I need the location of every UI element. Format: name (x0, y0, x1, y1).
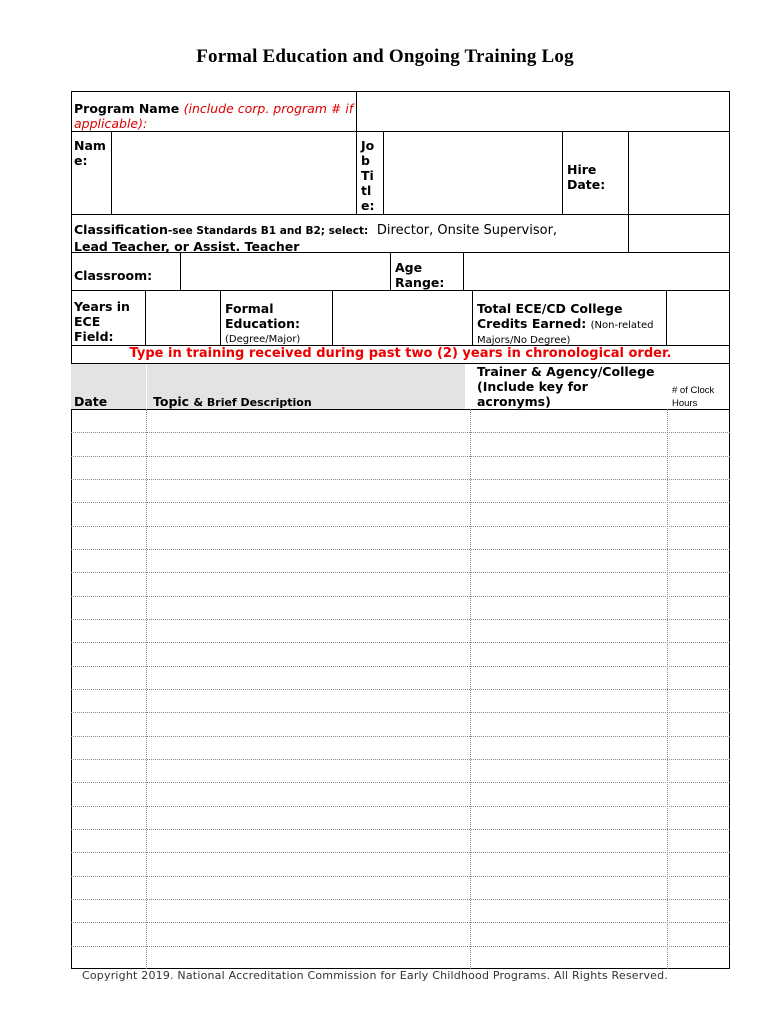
job-title-label: Jo b Ti tl e: (361, 138, 375, 213)
program-name-hint: (include corp. program # if applicable): (74, 101, 354, 131)
col-date-header: Date (74, 394, 108, 409)
col-hours-header: # of Clock Hours (672, 385, 715, 409)
table-row[interactable] (71, 526, 730, 527)
credits-field[interactable] (666, 290, 730, 346)
table-row[interactable] (71, 922, 730, 923)
table-row[interactable] (71, 946, 730, 947)
col-topic-header: Topic & Brief Description (153, 394, 312, 409)
col-divider-topic (470, 409, 471, 969)
col-trainer-header: Trainer & Agency/College (Include key for acronyms) (477, 364, 655, 409)
table-row[interactable] (71, 712, 730, 713)
hire-date-label: Hire Date: (567, 162, 606, 192)
table-row[interactable] (71, 876, 730, 877)
credits-label: Total ECE/CD College Credits Earned: (Non-related Majors/No Degree) (477, 301, 654, 346)
table-row[interactable] (71, 736, 730, 737)
table-row[interactable] (71, 549, 730, 550)
hire-date-field[interactable] (628, 131, 730, 215)
training-log-form (71, 91, 730, 969)
table-row[interactable] (71, 619, 730, 620)
job-title-field[interactable] (383, 131, 563, 215)
table-row[interactable] (71, 572, 730, 573)
table-row[interactable] (71, 899, 730, 900)
classroom-field[interactable] (180, 252, 391, 291)
table-row[interactable] (71, 456, 730, 457)
formal-education-field[interactable] (332, 290, 473, 346)
years-label: Years in ECE Field: (74, 299, 130, 344)
table-row[interactable] (71, 829, 730, 830)
table-row[interactable] (71, 479, 730, 480)
name-field[interactable] (111, 131, 357, 215)
classification-label: Classification-see Standards B1 and B2; select: Director, Onsite Supervisor, Lead Teacher, or Assist. Teacher (74, 222, 558, 254)
table-row[interactable] (71, 806, 730, 807)
program-name-label: Program Name (include corp. program # if applicable): (74, 101, 354, 131)
instruction-text: Type in training received during past two (2) years in chronological order. (129, 346, 672, 361)
page-title: Formal Education and Ongoing Training Log (196, 46, 574, 67)
table-row[interactable] (71, 759, 730, 760)
table-row[interactable] (71, 782, 730, 783)
age-range-field[interactable] (463, 252, 730, 291)
table-row[interactable] (71, 666, 730, 667)
table-row[interactable] (71, 852, 730, 853)
table-row[interactable] (71, 689, 730, 690)
col-divider-trainer (667, 409, 668, 969)
classroom-label: Classroom: (74, 268, 153, 283)
program-name-field[interactable] (356, 91, 730, 132)
copyright-footer: Copyright 2019. National Accreditation Commission for Early Childhood Programs. All Rights Reserved. (82, 969, 669, 982)
name-label: Nam e: (74, 138, 106, 168)
col-divider-date (146, 409, 147, 969)
classification-field[interactable] (628, 214, 730, 253)
formal-education-label: Formal Education: (Degree/Major) (225, 301, 301, 345)
age-range-label: Age Range: (395, 260, 445, 290)
table-row[interactable] (71, 502, 730, 503)
table-row[interactable] (71, 642, 730, 643)
table-row[interactable] (71, 596, 730, 597)
years-field[interactable] (145, 290, 221, 346)
table-row[interactable] (71, 432, 730, 433)
